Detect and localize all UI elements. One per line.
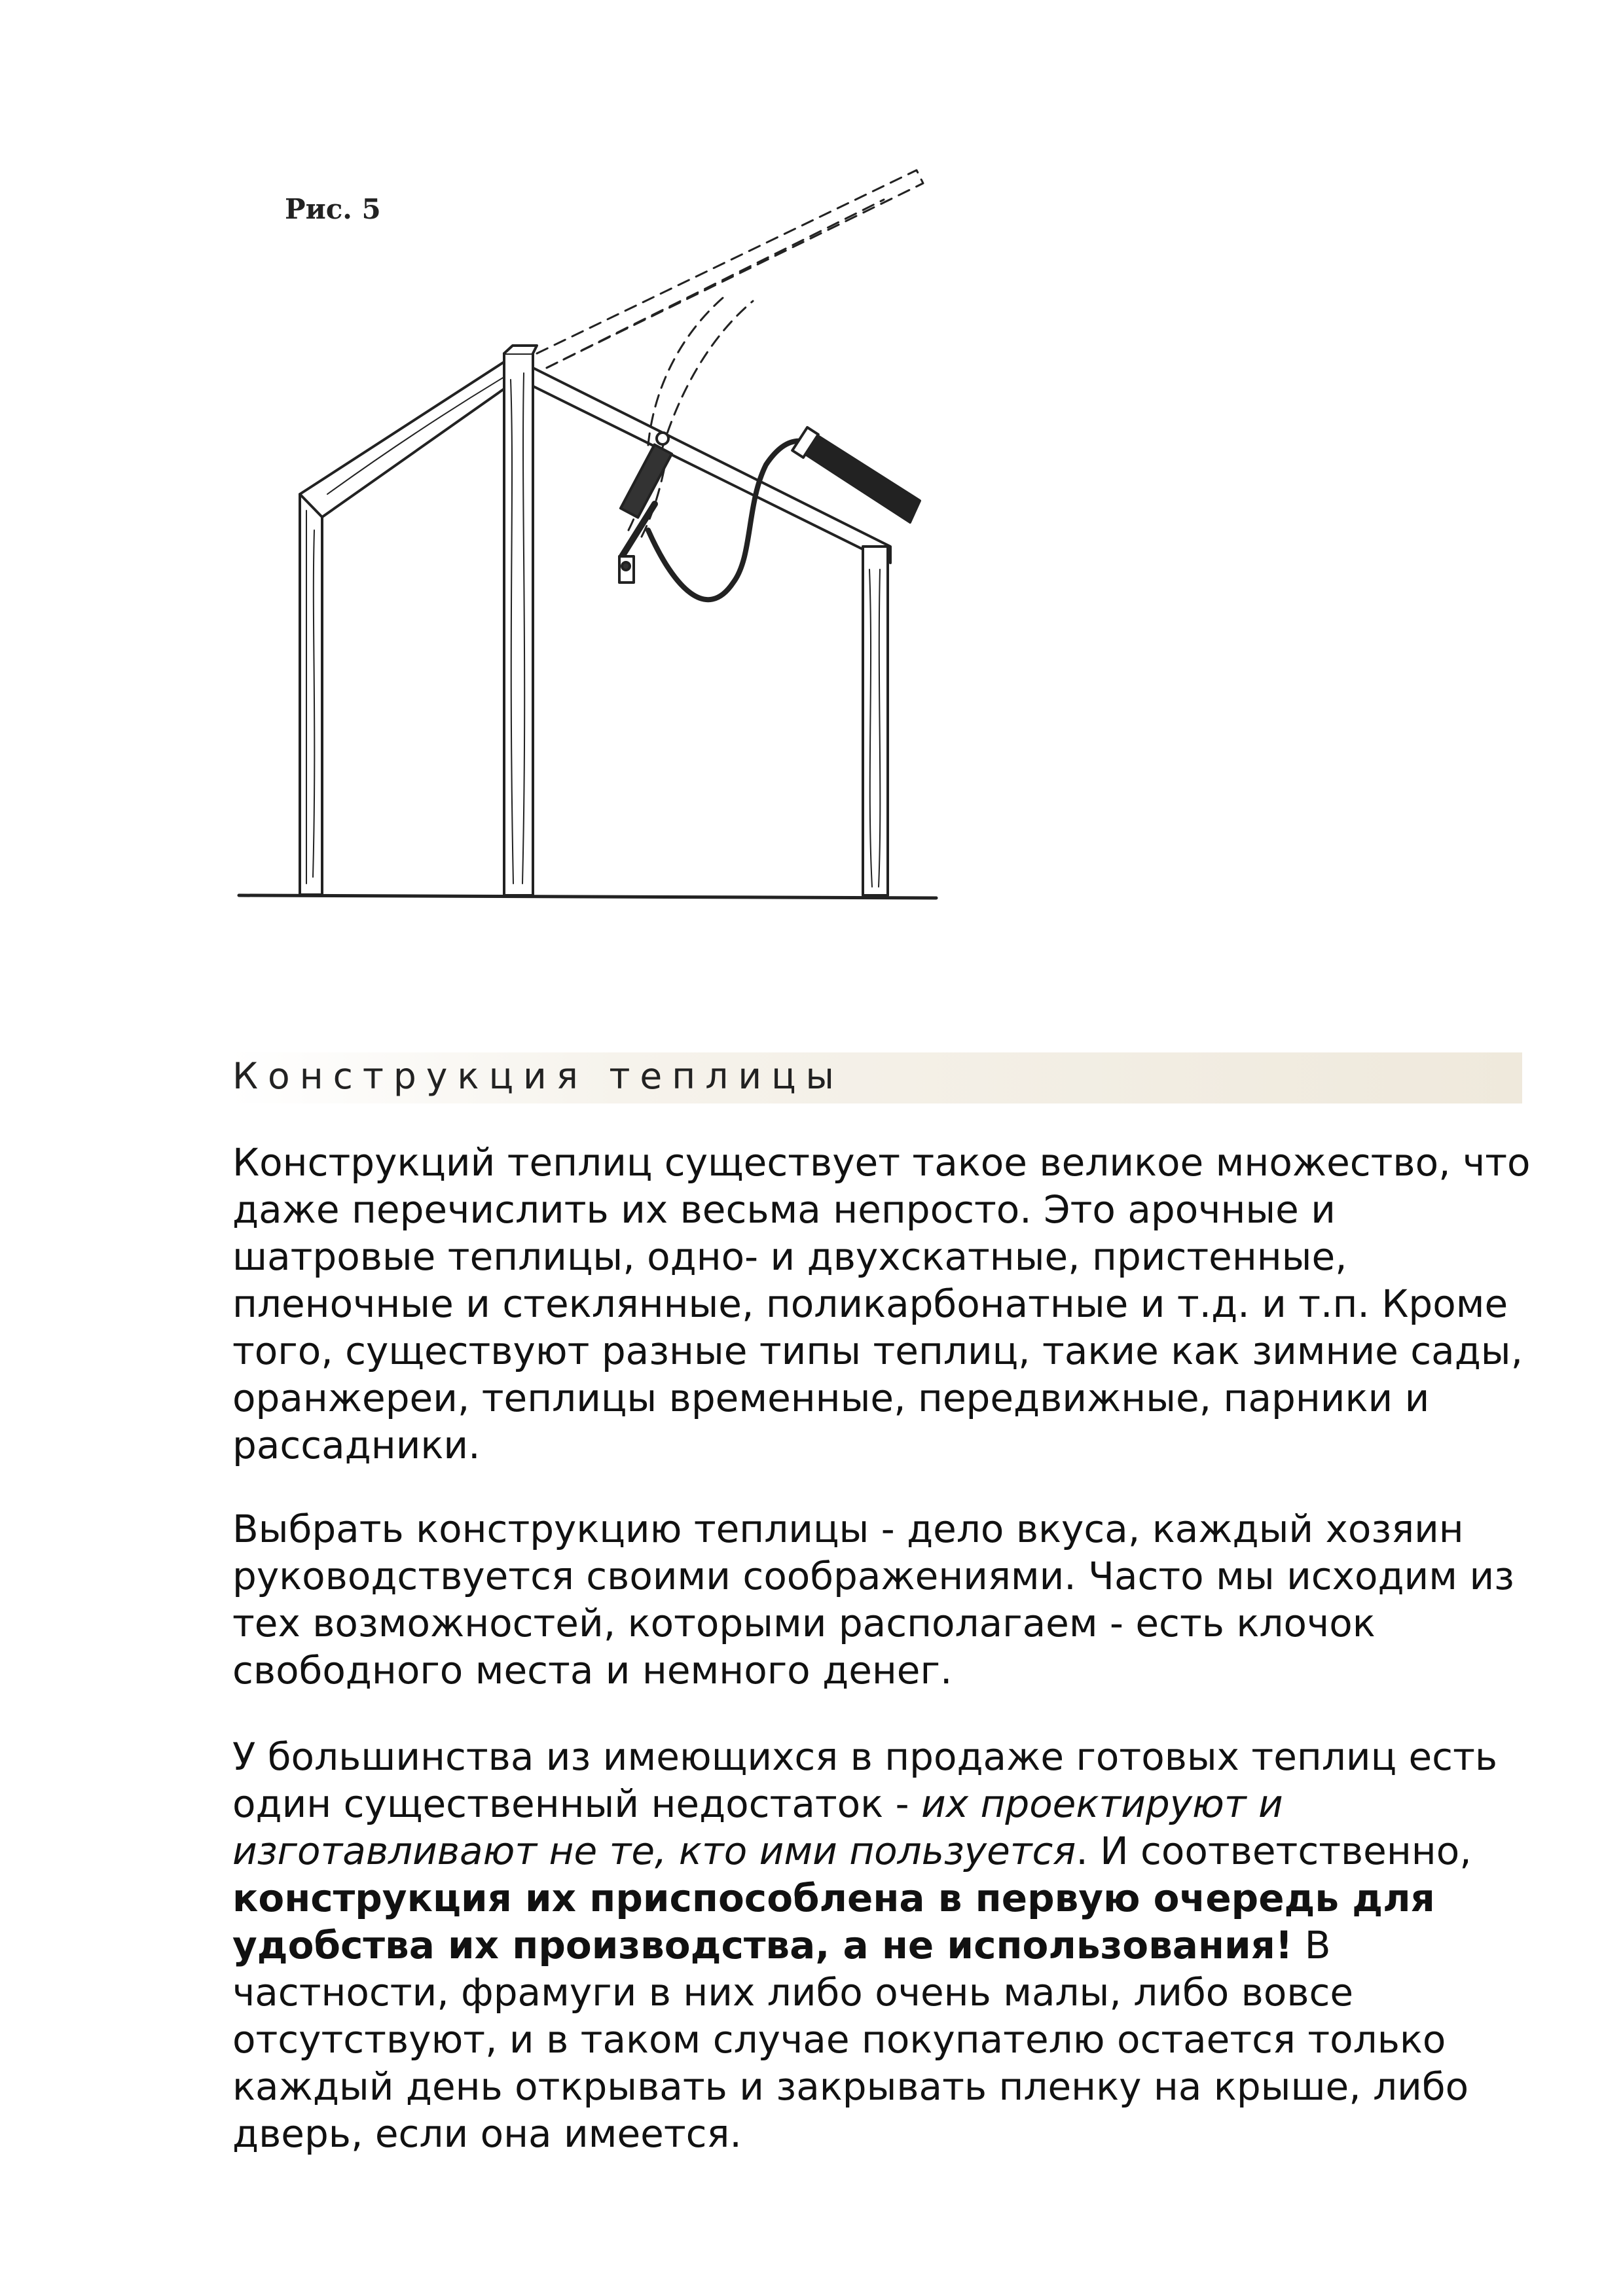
- figure-caption: Рис. 5: [285, 193, 381, 225]
- text-line: [232, 1922, 1516, 1969]
- text-line: отсутствуют, и в таком случае покупателю остается только: [232, 2017, 1446, 2062]
- text-line: [232, 1827, 1516, 1874]
- text-line: Конструкций теплиц существует такое великое множество, что: [232, 1140, 1531, 1185]
- text-line: частности, фрамуги в них либо очень малы, либо вовсе: [232, 1970, 1354, 2015]
- italic-text: их проектируют и: [921, 1782, 1283, 1826]
- text-run: . И соответственно,: [1076, 1829, 1472, 1873]
- text-line: шатровые теплицы, одно- и двухскатные, пристенные,: [232, 1234, 1347, 1279]
- text-run: один существенный недостаток -: [232, 1782, 921, 1826]
- text-line: [232, 1874, 1516, 1922]
- greenhouse-frame-drawing: [229, 164, 962, 916]
- paragraph-2: [232, 1505, 1516, 1694]
- text-line: пленочные и стеклянные, поликарбонатные и т.д. и т.п. Кроме: [232, 1282, 1508, 1326]
- text-line: даже перечислить их весьма непросто. Это арочные и: [232, 1187, 1336, 1232]
- text-line: каждый день открывать и закрывать пленку на крыше, либо: [232, 2064, 1469, 2109]
- text-line: Выбрать конструкцию теплицы - дело вкуса, каждый хозяин: [232, 1507, 1464, 1551]
- text-line: рассадники.: [232, 1423, 481, 1467]
- text-line: тех возможностей, которыми располагаем - есть клочок: [232, 1601, 1376, 1645]
- text-line: дверь, если она имеется.: [232, 2111, 742, 2156]
- text-line: того, существуют разные типы теплиц, такие как зимние сады,: [232, 1329, 1523, 1373]
- text-run: В: [1292, 1923, 1331, 1967]
- italic-text: изготавливают не те, кто ими пользуется: [232, 1829, 1076, 1873]
- text-line: [232, 1780, 1516, 1827]
- paragraph-1: [232, 1139, 1531, 1469]
- bold-text: конструкция их приспособлена в первую очередь для: [232, 1876, 1435, 1920]
- figure-5: [229, 164, 962, 916]
- section-heading: Конструкция теплицы: [232, 1055, 844, 1097]
- paragraph-3: [232, 1733, 1516, 2157]
- text-line: руководствуется своими соображениями. Часто мы исходим из: [232, 1554, 1514, 1598]
- text-line: У большинства из имеющихся в продаже готовых теплиц есть: [232, 1734, 1498, 1779]
- text-line: свободного места и немного денег.: [232, 1648, 953, 1693]
- text-line: оранжереи, теплицы временные, передвижные, парники и: [232, 1376, 1430, 1420]
- bold-text: удобства их производства, а не использования!: [232, 1923, 1293, 1967]
